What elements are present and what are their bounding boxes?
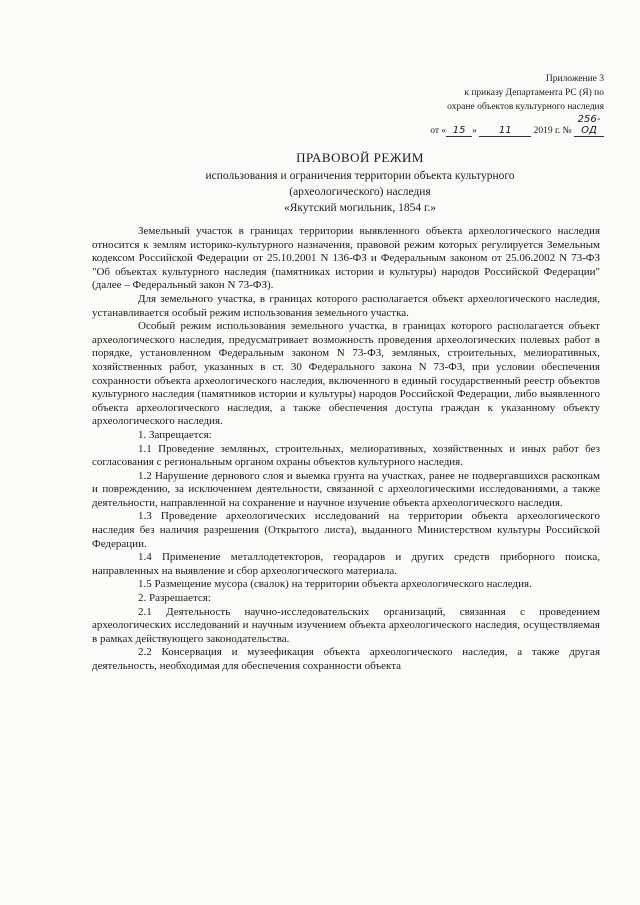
date-mid: » xyxy=(472,126,477,136)
date-prefix: от « xyxy=(430,126,447,136)
item-1-3: 1.3 Проведение археологических исследований на территории объекта археологического наследия без наличия разрешения (Открытого листа), выданного Министерством культуры Российской Федерации. xyxy=(92,510,600,550)
date-day-handwritten: 15 xyxy=(446,125,472,137)
document-body xyxy=(92,225,600,674)
item-1-1: 1.1 Проведение земляных, строительных, мелиоративных, хозяйственных и иных работ без согласования с региональным органом охраны объектов культурного наследия. xyxy=(92,442,600,469)
item-2-1: 2.1 Деятельность научно-исследовательских организаций, связанная с проведением археологических исследований и научным изучением объекта археологического наследия, осуществляемая в рамках действующего законодательства. xyxy=(92,605,600,645)
appendix-date-line xyxy=(374,114,604,138)
appendix-line-1: Приложение 3 xyxy=(545,74,604,84)
item-1-5: 1.5 Размещение мусора (свалок) на территории объекта археологического наследия. xyxy=(138,578,532,591)
date-month-handwritten: 11 xyxy=(479,125,531,137)
appendix-line-3: охране объектов культурного наследия xyxy=(447,102,604,112)
item-1-2: 1.2 Нарушение дернового слоя и выемка грунта на участках, ранее не подвергавшихся раскопкам и повреждению, за исключением деятельности, связанной с археологическими исследованиями, а также деятельности, направленной на сохранение и научное изучение объекта археологического наследия. xyxy=(92,469,600,509)
title-heading: ПРАВОВОЙ РЕЖИМ xyxy=(296,150,424,165)
title-line-1: использования и ограничения территории объекта культурного xyxy=(205,170,515,182)
document-number-handwritten: 256-ОД xyxy=(574,114,604,137)
section-prohibited: 1. Запрещается: xyxy=(138,428,212,441)
paragraph-land-plot: Земельный участок в границах территории выявленного объекта археологического наследия относится к землям историко-культурного назначения, правовой режим которых регулируется Земельным кодексом Российской Федерации от 25.10.2001 N 136-ФЗ и Федеральным законом от 25.06.2002 N 73-ФЗ "Об объектах культурного наследия (памятниках истории и культуры) народов Российской Федерации" (далее – Федеральный закон N 73-ФЗ). xyxy=(92,225,600,292)
document-title xyxy=(120,150,600,216)
title-line-3: «Якутский могильник, 1854 г.» xyxy=(283,202,437,214)
date-year: 2019 г. № xyxy=(533,126,572,136)
title-line-2: (археологического) наследия xyxy=(289,186,431,198)
paragraph-special-regime: Для земельного участка, в границах которого располагается объект археологического наследия, устанавливается особый режим использования земельного участка. xyxy=(92,292,600,319)
paragraph-regime-details: Особый режим использования земельного участка, в границах которого располагается объект археологического наследия, предусматривает возможность проведения археологических полевых работ в порядке, установленном Федеральным законом N 73-ФЗ, земляных, строительных, мелиоративных, хозяйственных работ, указанных в ст. 30 Федерального закона N 73-ФЗ, при условии обеспечения сохранности объекта археологического наследия, включенного в единый государственный реестр объектов культурного наследия (памятников истории и культуры) народов Российской Федерации, либо выявленного объекта археологического наследия, а также обеспечения доступа граждан к указанному объекту археологического наследия. xyxy=(92,320,600,428)
item-2-2: 2.2 Консервация и музеефикация объекта археологического наследия, а также другая деятельность, необходимая для обеспечения сохранности объекта xyxy=(92,646,600,672)
appendix-header xyxy=(374,72,604,138)
section-permitted: 2. Разрешается: xyxy=(138,592,211,605)
appendix-line-2: к приказу Департамента РС (Я) по xyxy=(464,88,604,98)
item-1-4: 1.4 Применение металлодетекторов, георадаров и других средств приборного поиска, направленных на выявление и сбор археологического материала. xyxy=(92,551,600,577)
